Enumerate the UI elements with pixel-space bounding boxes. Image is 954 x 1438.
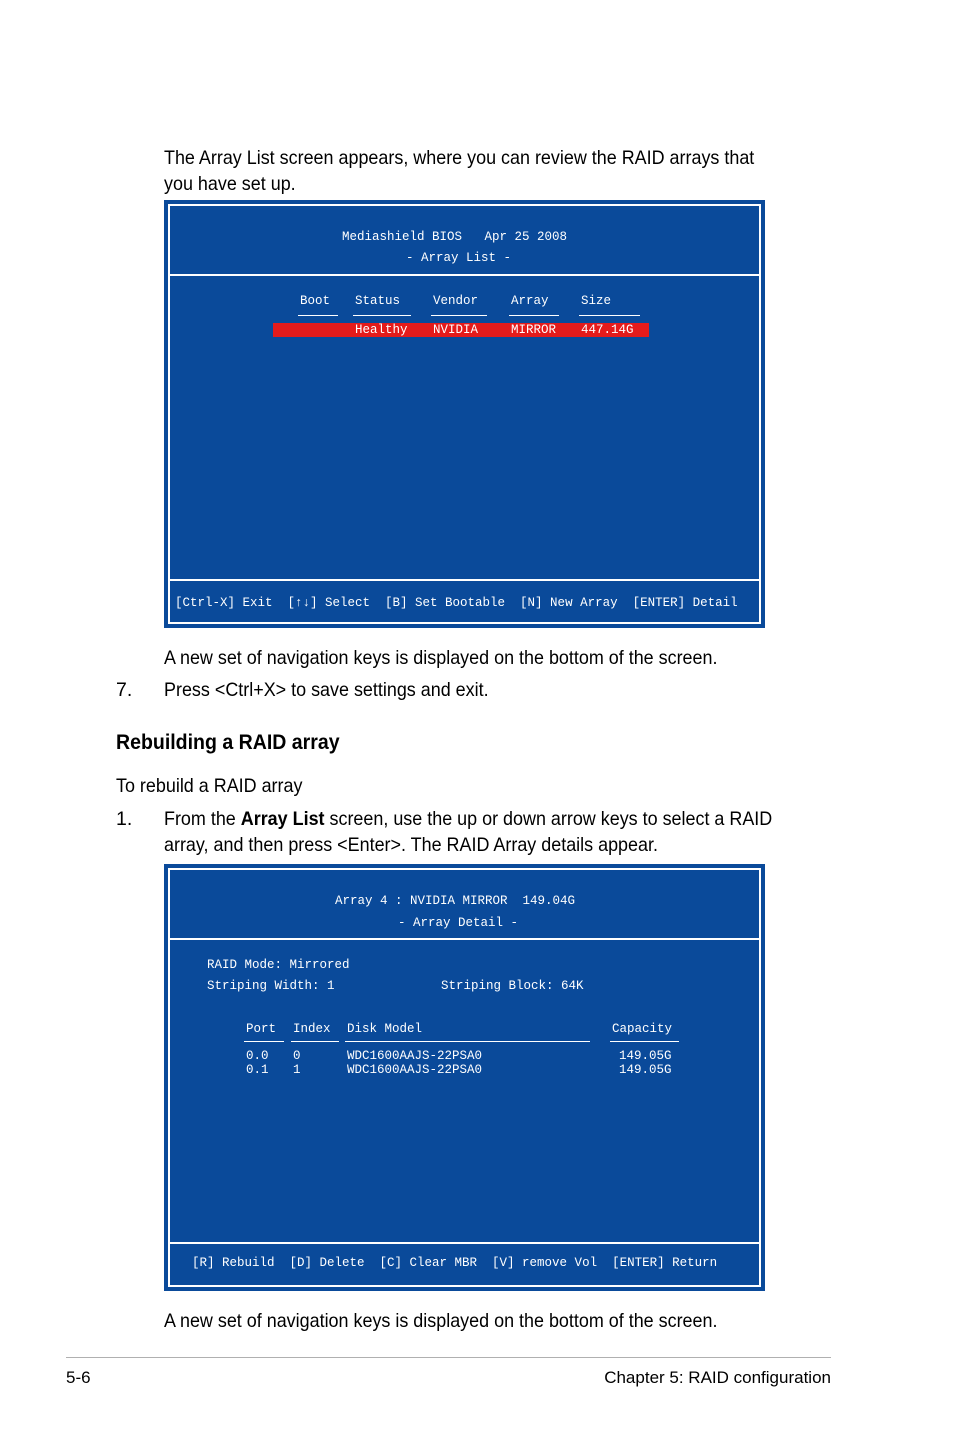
step-1-line-1: From the Array List screen, use the up or down arrow keys to select a RAID [164, 808, 773, 830]
col-array: Array [511, 294, 549, 308]
bios-title: Mediashield BIOS Apr 25 2008 [342, 230, 568, 244]
intro-line-1: The Array List screen appears, where you can review the RAID arrays that [164, 147, 755, 169]
navigation-keys: [Ctrl-X] Exit [↑↓] Select [B] Set Bootable [N] New Array [ENTER] Detail [175, 596, 738, 610]
section-title: Rebuilding a RAID array [116, 731, 340, 754]
striping-width: Striping Width: 1 [207, 979, 335, 993]
row-status: Healthy [355, 323, 408, 337]
chapter-label: Chapter 5: RAID configuration [604, 1368, 831, 1387]
row-vendor: NVIDIA [433, 323, 479, 337]
striping-block: Striping Block: 64K [441, 979, 584, 993]
col-boot: Boot [300, 294, 331, 308]
array-list-term: Array List [240, 808, 325, 830]
array-title: Array 4 : NVIDIA MIRROR 149.04G [335, 894, 576, 908]
array-detail-screen [164, 864, 765, 1291]
footer-rule [66, 1357, 831, 1358]
step-7-text: Press <Ctrl+X> to save settings and exit. [164, 679, 489, 701]
col-disk-model: Disk Model [347, 1022, 423, 1036]
screen-subtitle: - Array Detail - [398, 916, 519, 930]
disk-0-capacity: 149.05G [619, 1049, 672, 1063]
array-list-screen [164, 200, 765, 628]
disk-0-model: WDC1600AAJS-22PSA0 [347, 1049, 483, 1063]
page-number: 5-6 [66, 1368, 91, 1387]
lead-text: To rebuild a RAID array [116, 775, 303, 797]
disk-1-port: 0.1 [246, 1063, 269, 1077]
disk-1-capacity: 149.05G [619, 1063, 672, 1077]
disk-0-index: 0 [293, 1049, 301, 1063]
col-port: Port [246, 1022, 277, 1036]
disk-1-index: 1 [293, 1063, 301, 1077]
note-2: A new set of navigation keys is displayed on the bottom of the screen. [164, 1310, 718, 1332]
note-1: A new set of navigation keys is displayed on the bottom of the screen. [164, 647, 718, 669]
col-size: Size [581, 294, 612, 308]
raid-mode: RAID Mode: Mirrored [207, 958, 350, 972]
col-capacity: Capacity [612, 1022, 673, 1036]
col-status: Status [355, 294, 401, 308]
col-index: Index [293, 1022, 331, 1036]
intro-line-2: you have set up. [164, 173, 296, 195]
screen-subtitle: - Array List - [406, 251, 512, 265]
disk-1-model: WDC1600AAJS-22PSA0 [347, 1063, 483, 1077]
step-1-line-2: array, and then press <Enter>. The RAID Array details appear. [164, 834, 658, 856]
disk-0-port: 0.0 [246, 1049, 269, 1063]
row-array: MIRROR [511, 323, 557, 337]
step-1-number: 1. [116, 808, 133, 830]
array-row-selected[interactable] [273, 323, 649, 337]
step-7-number: 7. [116, 679, 133, 701]
row-size: 447.14G [581, 323, 634, 337]
navigation-keys: [R] Rebuild [D] Delete [C] Clear MBR [V] remove Vol [ENTER] Return [192, 1256, 718, 1270]
col-vendor: Vendor [433, 294, 479, 308]
